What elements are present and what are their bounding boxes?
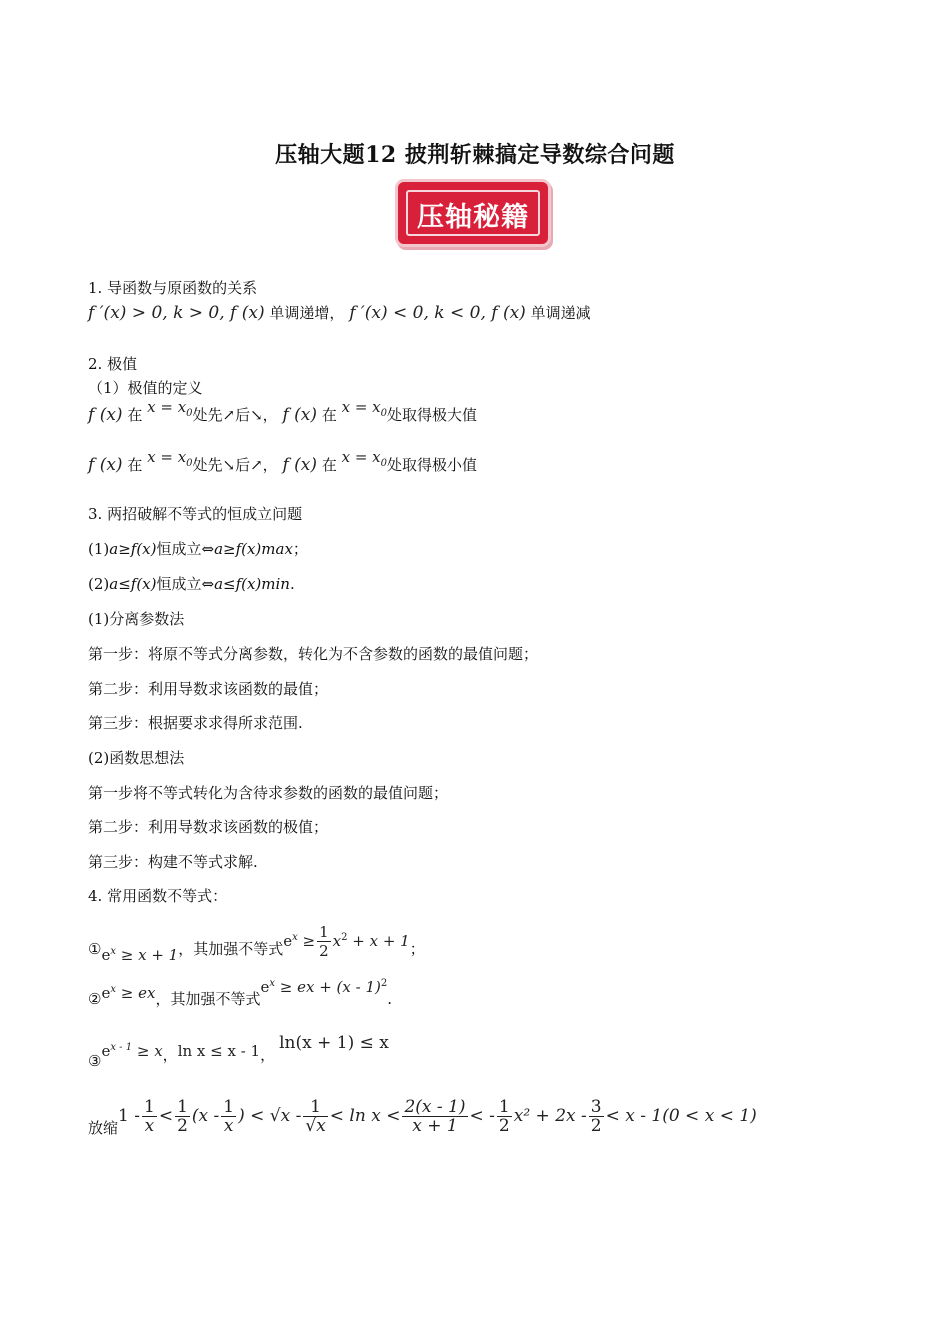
formula-strengthened-2: $e^x$ ≥ ex + (x - 1)$^2$ [260, 978, 388, 996]
inequality-item-1 [88, 923, 425, 963]
formula-ex-ge-ex: $e^x$ ≥ ex [101, 984, 156, 1002]
method-1-heading: (1)分离参数法 [88, 610, 185, 628]
text-local-maximum: 处取得极大值 [387, 406, 478, 424]
circled-3: ③ [88, 1052, 102, 1070]
section-badge [398, 182, 548, 244]
text-strengthened: ，其加强不等式 [178, 939, 284, 958]
formula-increasing-condition: f ′(x) > 0, k > 0, f (x) [88, 303, 265, 323]
formula-x-eq-x0: $x = x_0$ [341, 448, 388, 469]
badge-label: 压轴秘籍 [417, 202, 529, 233]
method-2-step-1: 第一步将不等式转化为含待求参数的函数的最值问题； [88, 784, 449, 802]
method-1-step-1: 第一步：将原不等式分离参数，转化为不含参数的函数的最值问题； [88, 645, 539, 663]
formula-f-of-x: f (x) [282, 455, 318, 475]
circled-2: ② [88, 990, 102, 1008]
method-1-step-2: 第二步：利用导数求该函数的最值； [88, 680, 329, 698]
section-2-heading: 2. 极值 [88, 355, 138, 373]
scaling-chain [88, 1098, 757, 1150]
formula-scaling-chain: 1 - $\frac{1}{x}$ < $\frac{1}{2}$ (x - $\frac{1}{x}$ ) < √x - $\frac{1}{√x}$ < ln x < $\frac{2(x - 1)}{x + 1}$ < - $\frac{1}{2}$ x² + 2x - $\frac{3}{2}$ < x - 1(0 < x < 1) [118, 1097, 757, 1136]
text-at: 在 [321, 406, 337, 424]
formula-e-x-minus-1: $e^{x - 1} \ge x$ [101, 1042, 163, 1060]
text-decreasing: 单调递减 [530, 304, 591, 322]
inequality-a-le-f: a≤f(x) [109, 575, 157, 593]
formula-f-of-x: f (x) [88, 455, 123, 475]
text-fall-then-rise: 处先↘后↗， [192, 456, 278, 474]
formula-strengthened-1: $e^x$ ≥ $\frac{1}{2}$ $x^2 + x + 1$ [283, 923, 410, 960]
text-increasing: 单调递增， [269, 304, 345, 322]
inequality-item-3 [88, 1033, 389, 1074]
text-strengthened: ，其加强不等式 [155, 990, 261, 1008]
formula-decreasing-condition: f ′(x) < 0, k < 0, f (x) [349, 303, 526, 323]
text-at: 在 [127, 406, 143, 424]
section-3-heading: 3. 两招破解不等式的恒成立问题 [88, 505, 303, 523]
formula-ln-x-plus-1: ln(x + 1) ≤ x [279, 1033, 389, 1053]
formula-ex-ge-x-plus-1: $e^x \ge x + 1$ [101, 945, 179, 964]
section-1-formula-line [88, 302, 591, 323]
inequality-a-ge-f: a≥f(x) [109, 540, 157, 558]
label-1: (1) [88, 540, 110, 558]
text-rise-then-fall: 处先↗后↘， [192, 406, 278, 424]
inequality-item-2 [88, 978, 392, 1012]
extremum-max-line [88, 398, 478, 427]
text-iff: 恒成立⇔ [156, 575, 215, 593]
condition-min-line [88, 573, 295, 594]
label-2: (2) [88, 575, 110, 593]
section-2-subheading: （1）极值的定义 [88, 379, 203, 397]
punctuation: ， [260, 1046, 276, 1064]
circled-1: ① [88, 939, 102, 958]
method-2-step-2: 第二步：利用导数求该函数的极值； [88, 818, 329, 836]
formula-x-eq-x0: $x = x_0$ [341, 398, 388, 419]
punctuation: ； [409, 939, 425, 958]
extremum-min-line [88, 448, 478, 477]
inequality-a-ge-fmax: a≥f(x)max [214, 540, 293, 558]
formula-f-of-x: f (x) [282, 405, 318, 425]
condition-max-line [88, 538, 308, 559]
inequality-a-le-fmin: a≤f(x)min [214, 575, 290, 593]
punctuation: ； [292, 540, 308, 558]
text-at: 在 [321, 456, 337, 474]
formula-f-of-x: f (x) [88, 405, 123, 425]
method-2-heading: (2)函数思想法 [88, 749, 185, 767]
method-2-step-3: 第三步：构建不等式求解. [88, 853, 258, 871]
method-1-step-3: 第三步：根据要求求得所求范围. [88, 714, 303, 732]
text-scaling: 放缩 [88, 1119, 119, 1137]
text-iff: 恒成立⇔ [156, 540, 215, 558]
fraction-one-half: $\frac{1}{2}$ [319, 923, 329, 960]
formula-x-eq-x0: $x = x_0$ [147, 398, 193, 419]
punctuation: . [387, 990, 392, 1008]
punctuation: ， [162, 1046, 178, 1064]
page-title: 压轴大题12 披荆斩棘搞定导数综合问题 [275, 142, 675, 168]
punctuation: . [289, 575, 295, 593]
section-1-heading: 1. 导函数与原函数的关系 [88, 279, 258, 297]
section-4-heading: 4. 常用函数不等式： [88, 887, 228, 905]
formula-lnx-le-x-minus-1: ln x ≤ x - 1 [177, 1042, 261, 1060]
text-at: 在 [127, 456, 143, 474]
text-local-minimum: 处取得极小值 [387, 456, 478, 474]
formula-x-eq-x0: $x = x_0$ [147, 448, 193, 469]
